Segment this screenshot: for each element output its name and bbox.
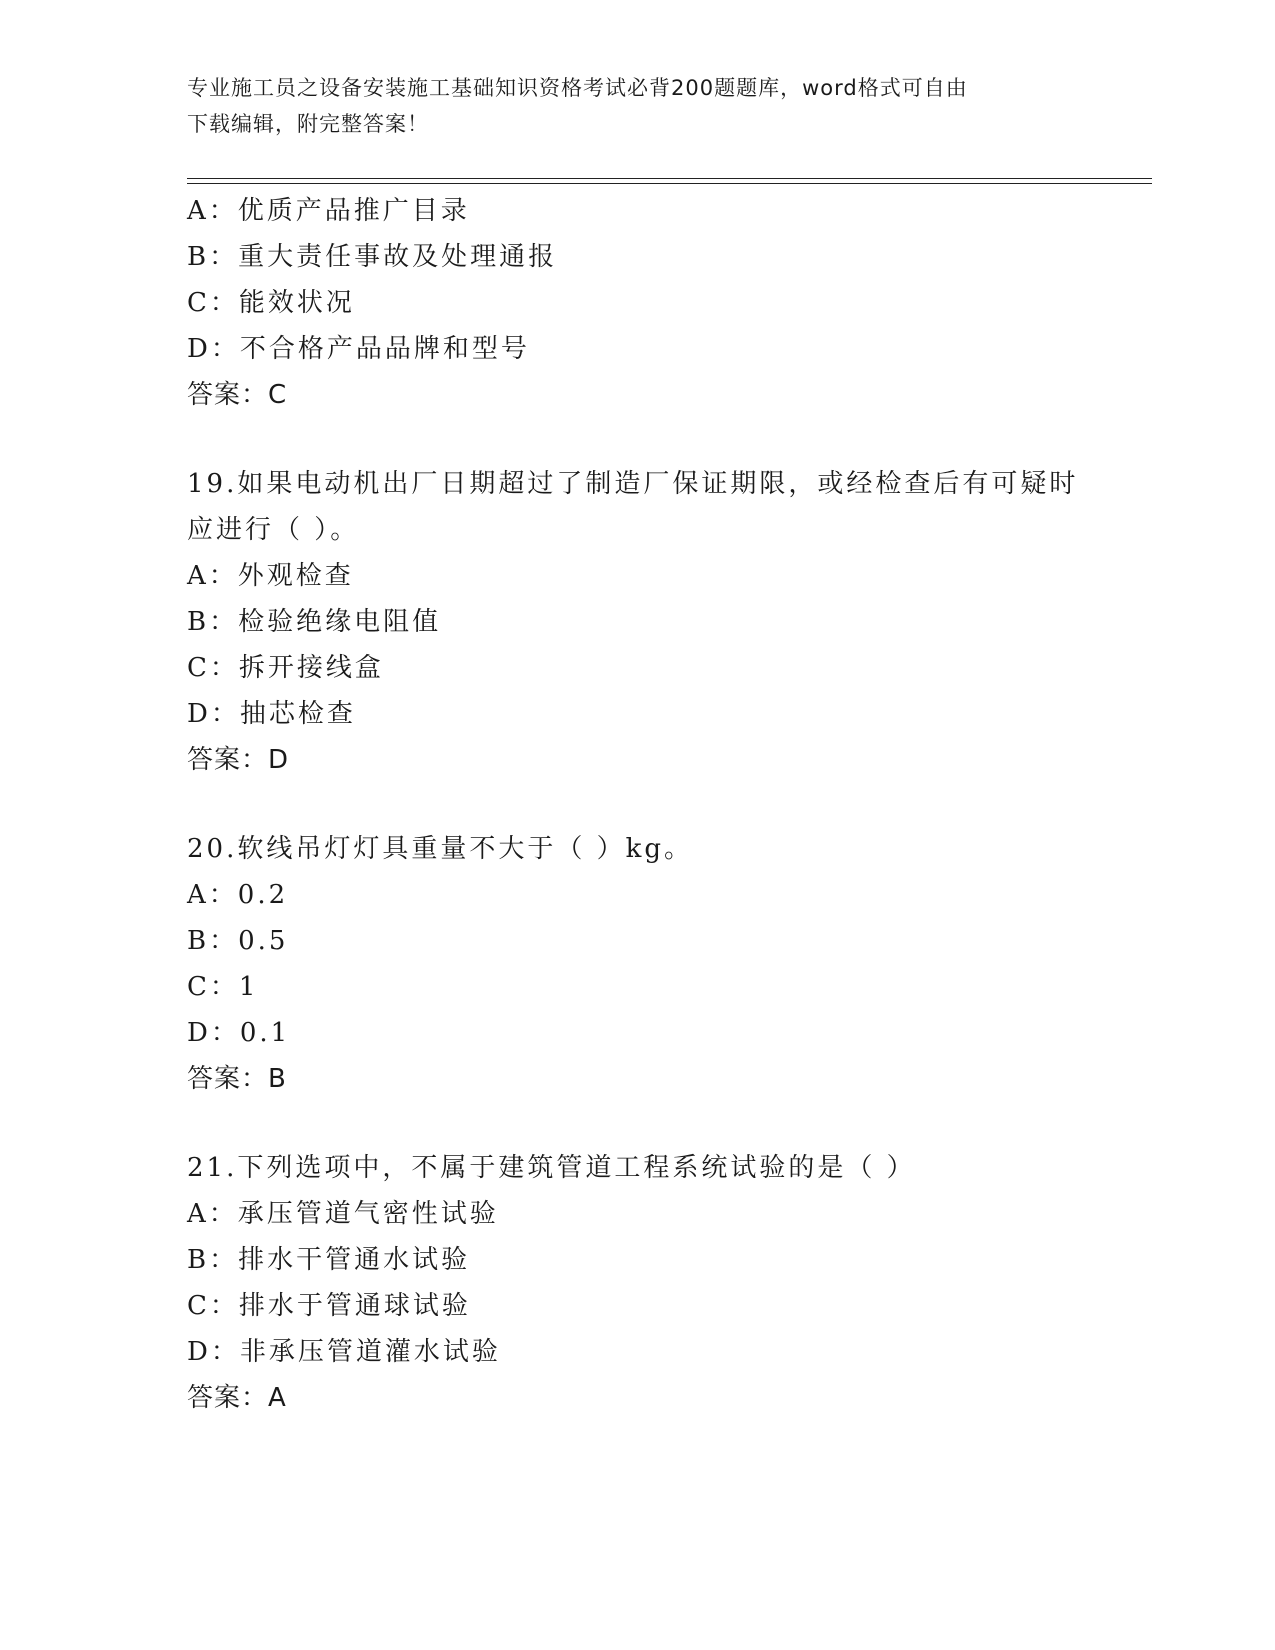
q18-option-a: A：优质产品推广目录 xyxy=(187,196,470,226)
question-19-block xyxy=(187,461,1087,783)
q18-option-c: C：能效状况 xyxy=(187,288,355,318)
spacer xyxy=(187,1102,1087,1145)
q21-answer: 答案：A xyxy=(187,1383,287,1413)
q19-option-a: A：外观检查 xyxy=(187,561,354,591)
q21-option-d: D：非承压管道灌水试验 xyxy=(187,1337,501,1367)
q20-option-b: B：0.5 xyxy=(187,926,289,956)
q18-option-d: D：不合格产品品牌和型号 xyxy=(187,334,530,364)
header-line-2: 下载编辑，附完整答案！ xyxy=(187,112,429,136)
q19-question-line-2: 应进行（ ）。 xyxy=(187,515,360,545)
question-content xyxy=(187,188,1087,1421)
q20-option-d: D：0.1 xyxy=(187,1018,291,1048)
document-header xyxy=(187,70,1087,142)
question-21-block xyxy=(187,1145,1087,1421)
q19-question-line-1: 19.如果电动机出厂日期超过了制造厂保证期限，或经检查后有可疑时 xyxy=(187,469,1079,499)
q19-option-b: B：检验绝缘电阻值 xyxy=(187,607,442,637)
q19-answer: 答案：D xyxy=(187,745,290,775)
header-line-1: 专业施工员之设备安装施工基础知识资格考试必背200题题库，word格式可自由 xyxy=(187,76,968,100)
spacer xyxy=(187,783,1087,826)
header-rule-bottom xyxy=(187,183,1152,184)
q21-question-line-1: 21.下列选项中，不属于建筑管道工程系统试验的是（ ） xyxy=(187,1153,916,1183)
q20-answer: 答案：B xyxy=(187,1064,287,1094)
header-rule-top xyxy=(187,178,1152,179)
q21-option-c: C：排水于管通球试验 xyxy=(187,1291,471,1321)
question-18-block xyxy=(187,188,1087,418)
q18-option-b: B：重大责任事故及处理通报 xyxy=(187,242,558,272)
q21-option-b: B：排水干管通水试验 xyxy=(187,1245,471,1275)
q20-option-a: A：0.2 xyxy=(187,880,289,910)
q20-option-c: C：1 xyxy=(187,972,259,1002)
q19-option-d: D：抽芯检查 xyxy=(187,699,356,729)
question-20-block xyxy=(187,826,1087,1102)
q21-option-a: A：承压管道气密性试验 xyxy=(187,1199,499,1229)
q19-option-c: C：拆开接线盒 xyxy=(187,653,384,683)
q20-question-line-1: 20.软线吊灯灯具重量不大于（ ）kg。 xyxy=(187,834,694,864)
spacer xyxy=(187,418,1087,461)
q18-answer: 答案：C xyxy=(187,380,288,410)
